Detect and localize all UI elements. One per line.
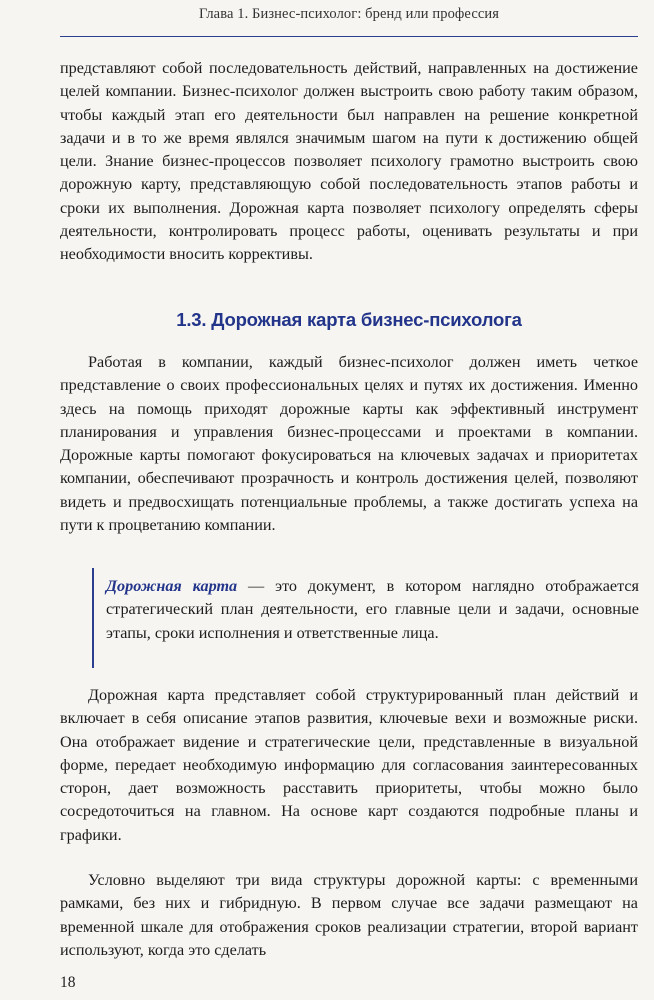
definition-text: [106, 575, 639, 645]
running-header: Глава 1. Бизнес-психолог: бренд или профессия: [198, 6, 500, 22]
paragraph-3: Дорожная карта представляет собой структурированный план действий и включает в себя описание этапов развития, ключевые вехи и возможные риски. Она отображает видение и стратегические цели, представленные в визуальной форме, передает необходимую информацию для согласования заинтересованных сторон, дает возможность расставить приоритеты, чтобы можно было сосредоточиться на главном. На основе карт создаются подробные планы и графики.: [60, 686, 638, 844]
section-title: 1.3. Дорожная карта бизнес-психолога: [176, 309, 522, 330]
paragraph-4: Условно выделяют три вида структуры дорожной карты: с временными рамками, без них и гибридную. В первом случае все задачи размещают на временной шкале для отображения сроков реализации стратегии, второй вариант используют, когда это сделать: [60, 871, 638, 959]
page-number: 18: [60, 974, 76, 991]
definition-body: — это документ, в котором наглядно отображается стратегический план деятельности, его главные цели и задачи, основные этапы, сроки исполнения и ответственные лица.: [106, 577, 639, 642]
paragraph-1: представляют собой последовательность действий, направленных на достижение целей компании. Бизнес-психолог должен выстроить свою работу таким образом, чтобы каждый этап его деятельности был направлен на решение конкретной задачи и в то же время являлся значимым шагом на пути к достижению общей цели. Знание бизнес-процессов позволяет психологу грамотно выстроить свою дорожную карту, представляющую собой последовательность этапов работы и сроки их выполнения. Дорожная карта позволяет психологу определять сферы деятельности, контролировать процесс работы, оценивать результаты и при необходимости вносить коррективы.: [60, 59, 638, 264]
paragraph-2: Работая в компании, каждый бизнес-психолог должен иметь четкое представление о своих профессиональных целях и путях их достижения. Именно здесь на помощь приходят дорожные карты как эффективный инструмент планирования и управления бизнес-процессами и проектами в компании. Дорожные карты помогают фокусироваться на ключевых задачах и приоритетах компании, обеспечивают прозрачность и контроль достижения целей, позволяют видеть и предвосхищать потенциальные проблемы, а также достигать успеха на пути к процветанию компании.: [60, 353, 638, 535]
definition-term: Дорожная карта: [106, 577, 238, 595]
definition-box: [92, 568, 640, 668]
header-rule: [60, 36, 638, 37]
